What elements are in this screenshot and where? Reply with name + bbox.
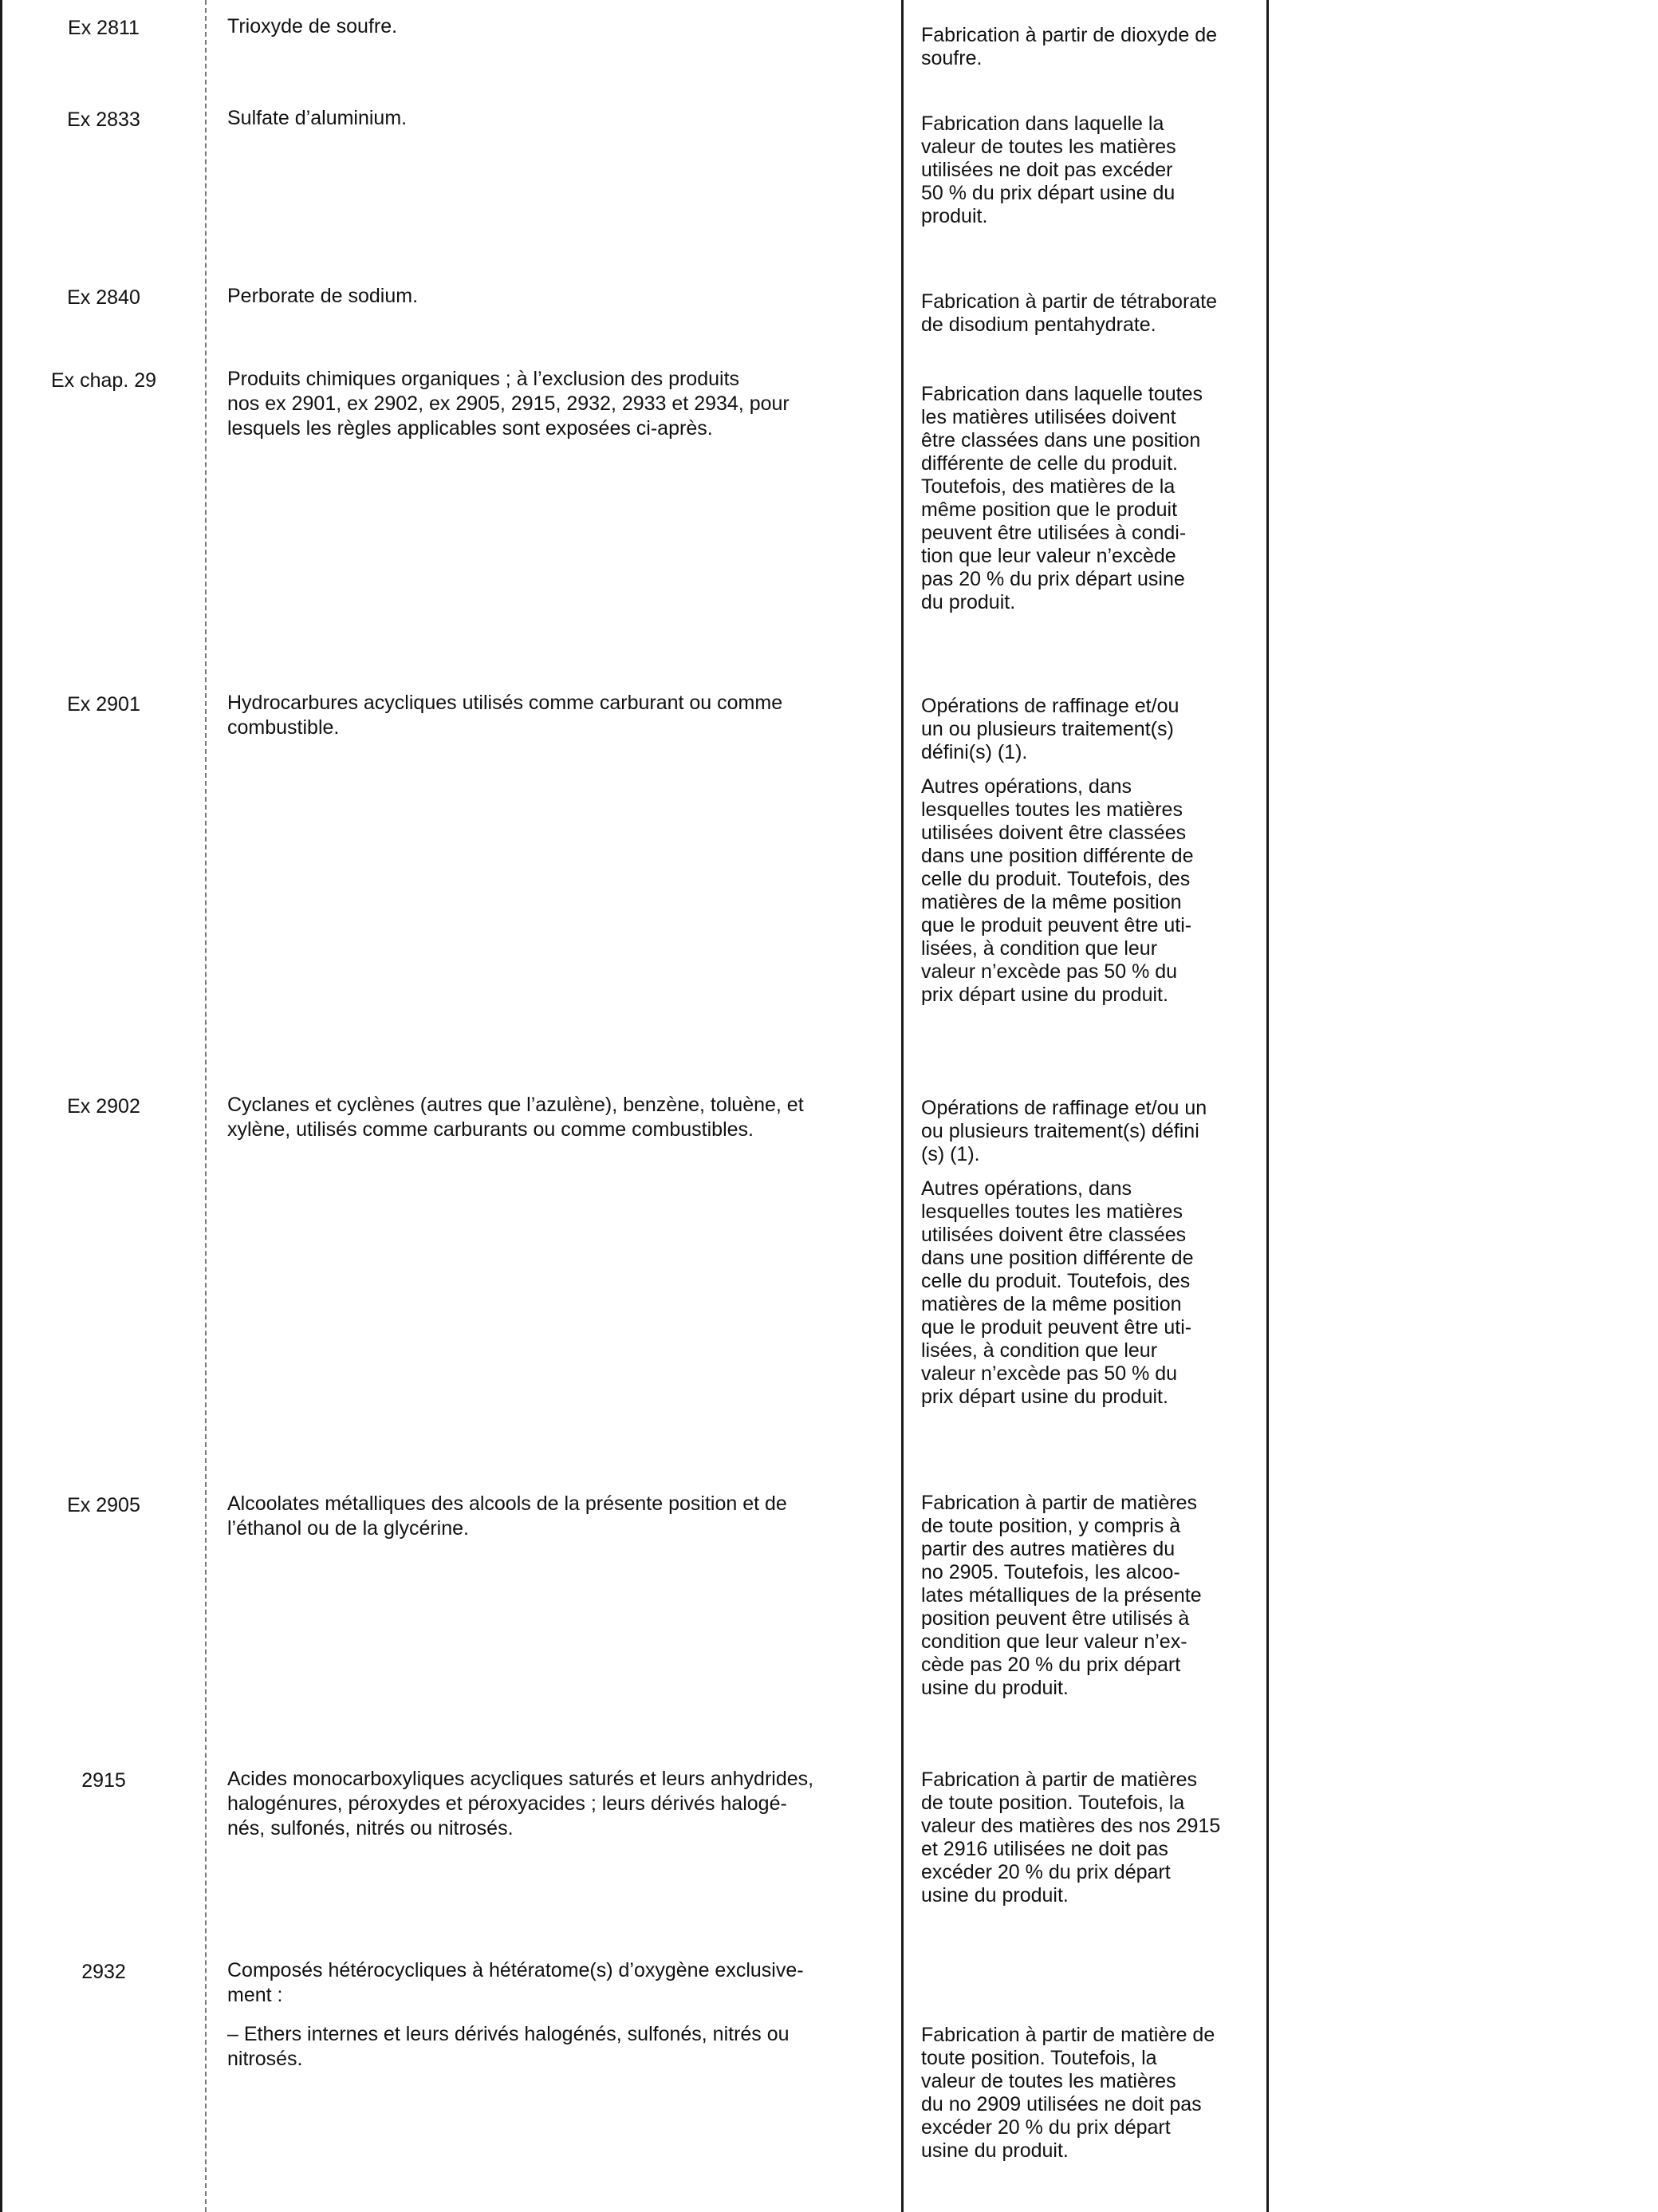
rule-paragraph: Opérations de raffinage et/ou un ou plusieurs traitement(s) défini (s) (1). [921, 1097, 1207, 1165]
product-description: – Ethers internes et leurs dérivés halogénés, sulfonés, nitrés ou nitrosés. [227, 2023, 790, 2070]
heading-code: 2932 [81, 1961, 126, 1983]
rule-paragraph: Fabrication dans laquelle la valeur de toutes les matières utilisées ne doit pas excéder 50 % du prix départ usine du produit. [921, 112, 1176, 227]
product-description: Hydrocarbures acycliques utilisés comme carburant ou comme combustible. [227, 692, 783, 739]
rule-paragraph: Fabrication à partir de matières de toute position. Toutefois, la valeur des matières des nos 2915 et 2916 utilisées ne doit pas excéder 20 % du prix départ usine du produit. [921, 1768, 1221, 1906]
origin-rule [921, 290, 1264, 337]
rule-paragraph: Opérations de raffinage et/ou un ou plusieurs traitement(s) défini(s) (1). [921, 695, 1180, 763]
column-divider-rules [901, 0, 904, 2212]
table-border-left [0, 0, 2, 2212]
heading-code: 2915 [81, 1769, 126, 1792]
heading-code: Ex 2901 [67, 693, 140, 716]
origin-rule [921, 2024, 1264, 2163]
heading-code: Ex 2840 [67, 286, 140, 309]
origin-rule [921, 383, 1264, 614]
rule-paragraph: Autres opérations, dans lesquelles toutes les matières utilisées doivent être classées dans une position différente de celle du produit. Toutefois, des matières de la même position que le produit peuvent être uti- lisées, à condition que leur valeur n’excède pas 50 % du prix départ usine du produit. [921, 1177, 1194, 1408]
origin-rule [921, 1768, 1264, 1907]
product-description: Trioxyde de soufre. [227, 15, 398, 37]
rule-paragraph: Fabrication à partir de matières de toute position, y compris à partir des autres matières du no 2905. Toutefois, les alcoo- lates métalliques de la présente position peuvent être utilisés à condition que leur valeur n’ex- cède pas 20 % du prix départ usine du produit. [921, 1492, 1202, 1699]
product-description: Produits chimiques organiques ; à l’exclusion des produits nos ex 2901, ex 2902, ex 2905, 2915, 2932, 2933 et 2934, pour lesquels les règles applicables sont exposées ci-après. [227, 368, 790, 440]
rule-paragraph: Fabrication à partir de dioxyde de soufre. [921, 24, 1218, 69]
origin-rule [921, 24, 1264, 70]
product-description: Cyclanes et cyclènes (autres que l’azulène), benzène, toluène, et xylène, utilisés comme carburants ou comme combustibles. [227, 1094, 804, 1141]
rule-paragraph: Autres opérations, dans lesquelles toutes les matières utilisées doivent être classées dans une position différente de celle du produit. Toutefois, des matières de la même position que le produit peuvent être uti- lisées, à condition que leur valeur n’excède pas 50 % du prix départ usine du produit. [921, 775, 1194, 1006]
rule-paragraph: Fabrication à partir de matière de toute position. Toutefois, la valeur de toutes les matières du no 2909 utilisées ne doit pas excéder 20 % du prix départ usine du produit. [921, 2024, 1215, 2162]
origin-rule [921, 1492, 1264, 1700]
table-border-right [1266, 0, 1269, 2212]
heading-code: Ex 2902 [67, 1095, 140, 1118]
product-description: Acides monocarboxyliques acycliques saturés et leurs anhydrides, halogénures, péroxydes et péroxyacides ; leurs dérivés halogé- nés, sulfonés, nitrés ou nitrosés. [227, 1768, 814, 1839]
heading-code: Ex 2833 [67, 108, 140, 131]
origin-rule [921, 695, 1264, 1007]
rule-paragraph: Fabrication dans laquelle toutes les matières utilisées doivent être classées dans une position différente de celle du produit. Toutefois, des matières de la même position que le produit peuvent être utilisées à condi- tion que leur valeur n’excède pas 20 % du prix départ usine du produit. [921, 383, 1203, 613]
origin-rule [921, 112, 1264, 228]
product-description: Alcoolates métalliques des alcools de la présente position et de l’éthanol ou de la glycérine. [227, 1492, 787, 1540]
heading-code: Ex 2905 [67, 1494, 140, 1516]
origin-rule [921, 1097, 1264, 1409]
product-description: Perborate de sodium. [227, 285, 419, 307]
product-description: Composés hétérocycliques à hétératome(s) d’oxygène exclusive- ment : [227, 1959, 804, 2006]
heading-code: Ex chap. 29 [50, 369, 157, 392]
product-description: Sulfate d’aluminium. [227, 107, 408, 129]
rule-paragraph: Fabrication à partir de tétraborate de disodium pentahydrate. [921, 290, 1218, 336]
column-divider-dashed [205, 0, 207, 2212]
heading-code: Ex 2811 [68, 17, 140, 39]
